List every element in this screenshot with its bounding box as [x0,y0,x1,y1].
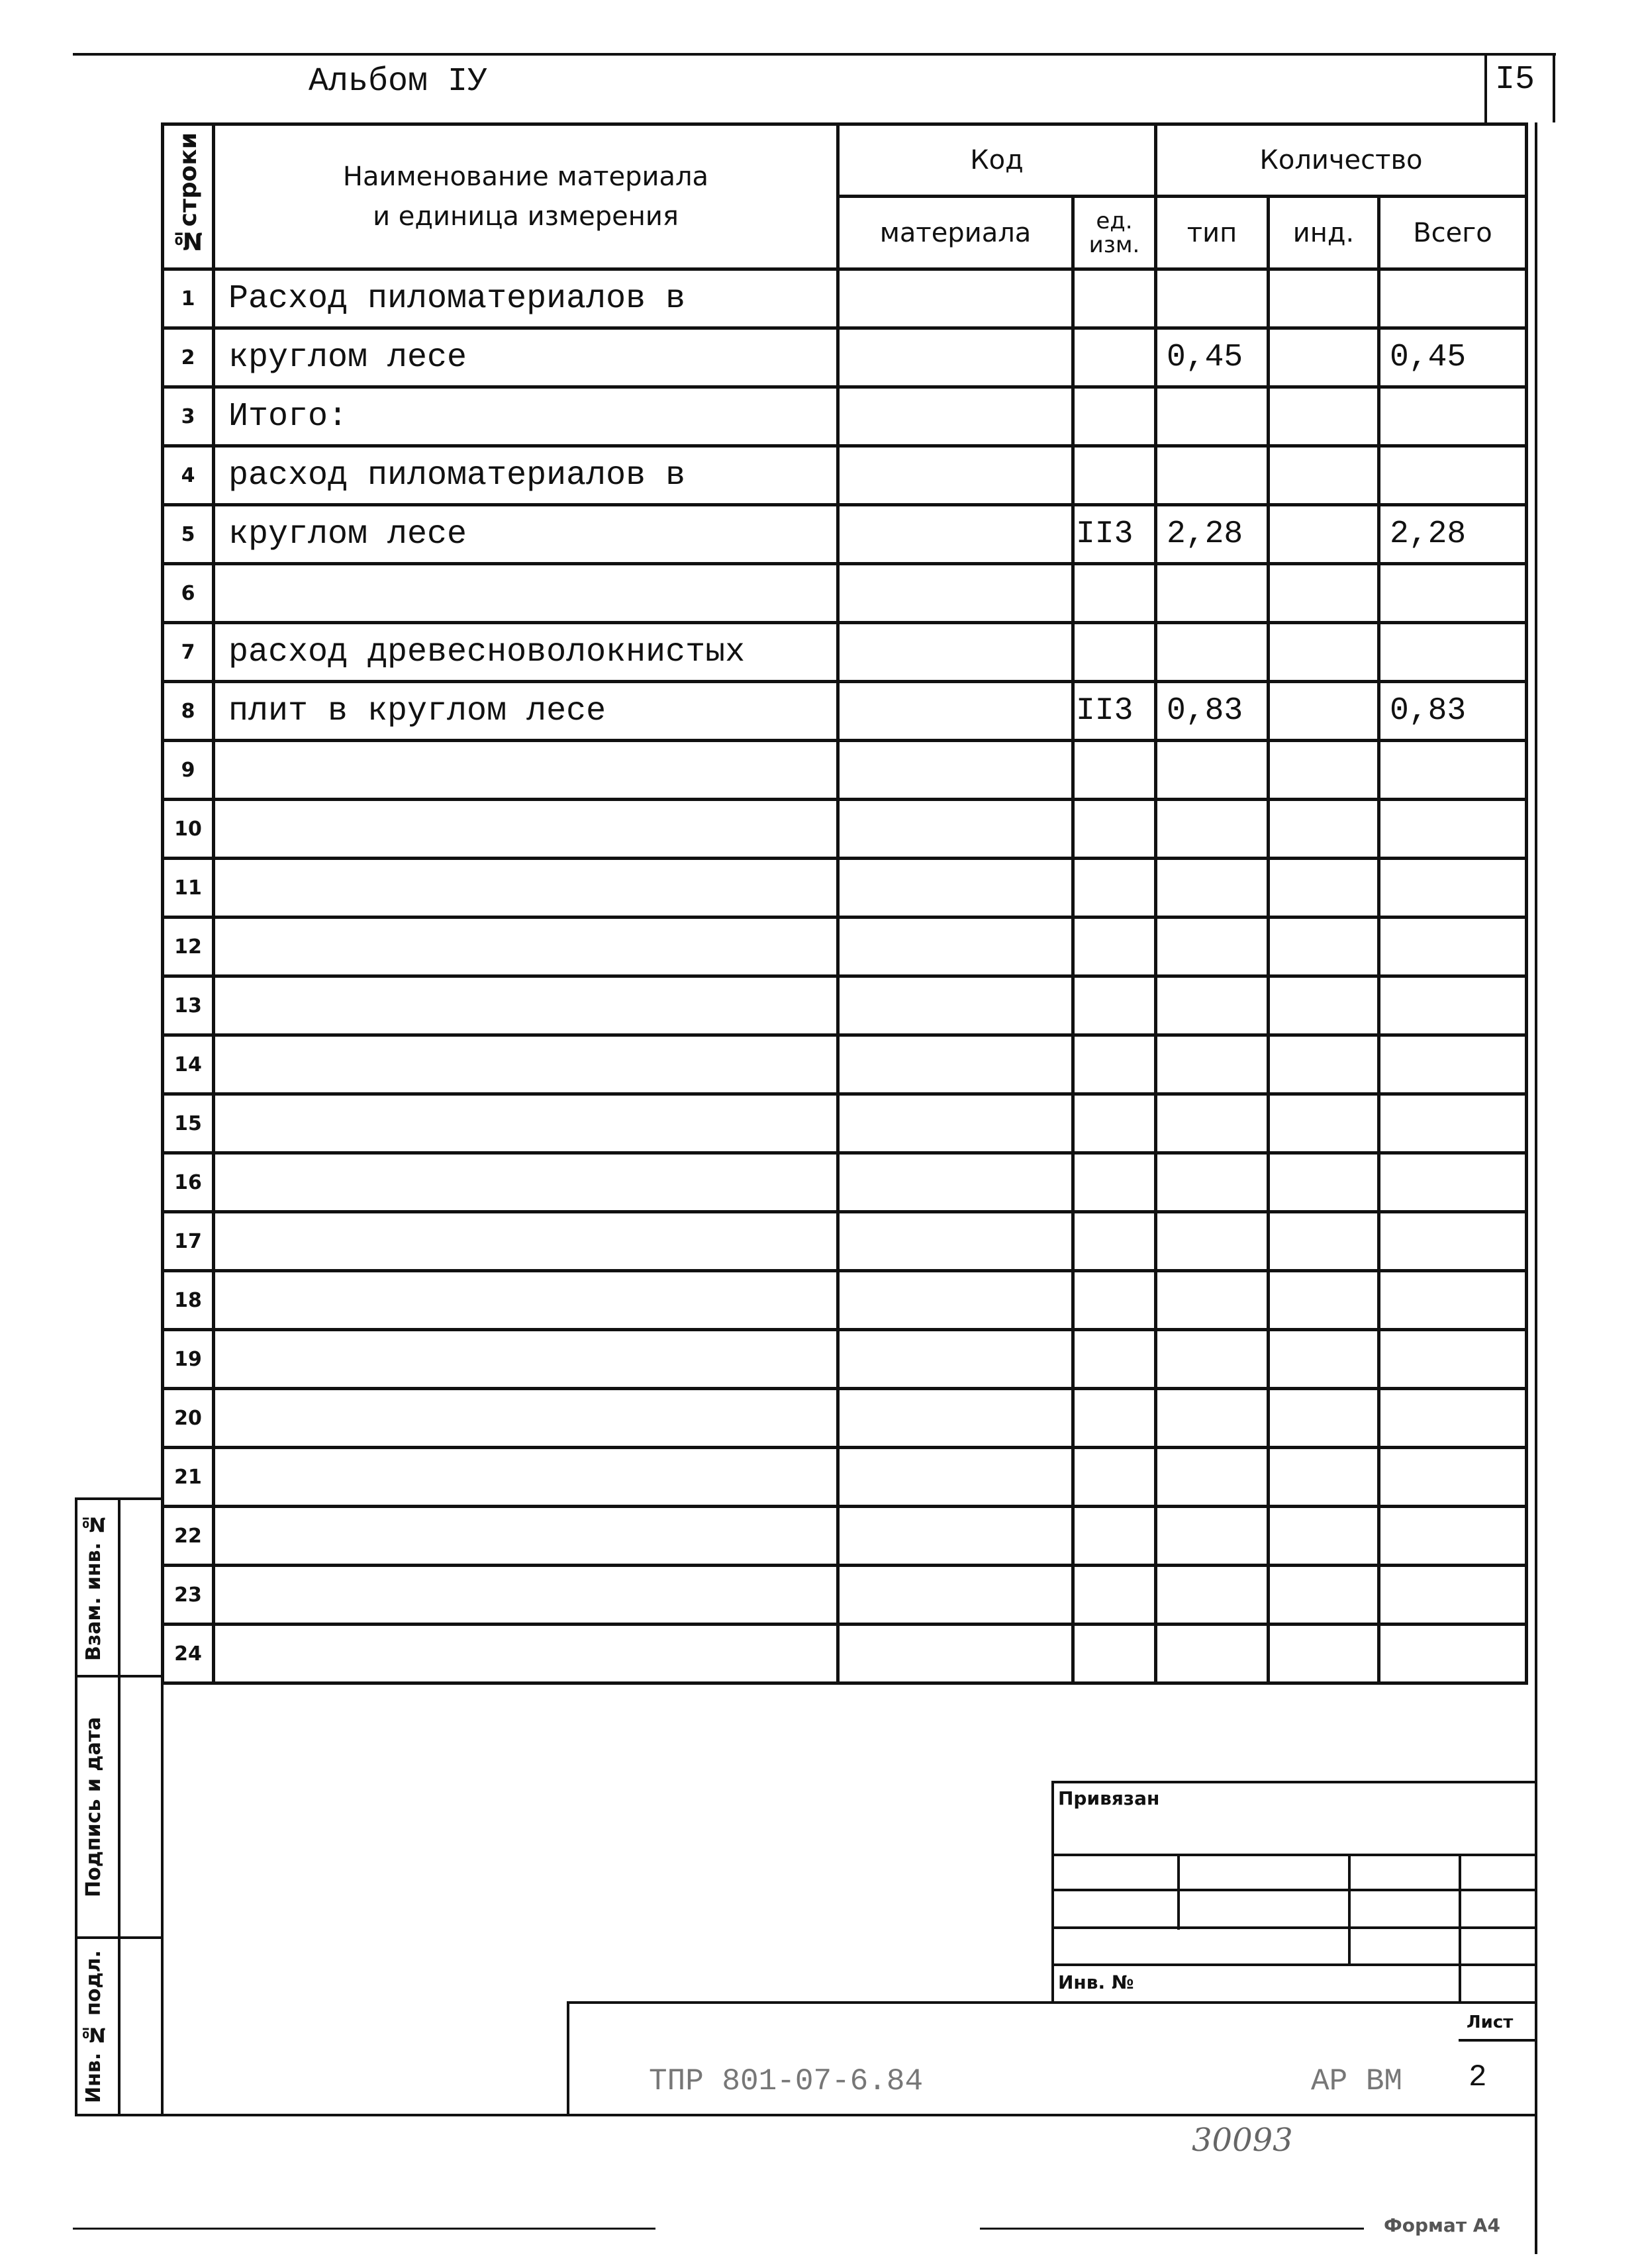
quantity-individual [1269,1448,1379,1507]
quantity-individual [1269,1389,1379,1448]
unit-code [1073,623,1156,682]
quantity-total [1379,1035,1527,1094]
material-name: круглом лесе [214,328,838,387]
material-name [214,1625,838,1683]
quantity-individual [1269,387,1379,446]
material-name [214,1389,838,1448]
table-row [163,1507,1527,1566]
format-label: Формат А4 [1384,2214,1500,2236]
table-row [163,623,1527,682]
material-code [838,1625,1073,1683]
material-code [838,1389,1073,1448]
material-code [838,1271,1073,1330]
row-number: 22 [163,1507,214,1566]
material-name [214,1212,838,1271]
unit-code [1073,918,1156,976]
table-row [163,741,1527,800]
quantity-type [1156,1035,1269,1094]
row-number: 11 [163,859,214,918]
quantity-type [1156,1271,1269,1330]
quantity-total [1379,564,1527,623]
quantity-individual [1269,446,1379,505]
material-code [838,1330,1073,1389]
material-code [838,682,1073,741]
quantity-type [1156,1507,1269,1566]
unit-code [1073,446,1156,505]
quantity-individual [1269,1153,1379,1212]
quantity-individual [1269,1035,1379,1094]
material-code [838,623,1073,682]
material-code [838,1507,1073,1566]
table-row [163,1389,1527,1448]
quantity-type [1156,269,1269,328]
quantity-type [1156,1566,1269,1625]
table-row [163,1153,1527,1212]
table-row [163,387,1527,446]
table-row [163,1330,1527,1389]
material-code-header: материала [838,197,1073,269]
material-name: круглом лесе [214,505,838,564]
quantity-type: 2,28 [1156,505,1269,564]
quantity-type: 0,83 [1156,682,1269,741]
document-code: ТПР 801-07-6.84 [649,2064,924,2099]
quantity-total [1379,741,1527,800]
quantity-individual [1269,564,1379,623]
quantity-type [1156,387,1269,446]
quantity-type [1156,976,1269,1035]
table-row [163,859,1527,918]
material-name [214,1507,838,1566]
unit-code [1073,387,1156,446]
row-number: 14 [163,1035,214,1094]
table-row [163,682,1527,741]
table-row [163,446,1527,505]
quantity-total: 0,83 [1379,682,1527,741]
row-number: 8 [163,682,214,741]
quantity-type [1156,1330,1269,1389]
row-number-header: №строки [163,124,214,269]
row-number: 17 [163,1212,214,1271]
quantity-type [1156,1448,1269,1507]
quantity-total [1379,623,1527,682]
bound-label: Привязан [1058,1787,1160,1809]
table-row [163,564,1527,623]
row-number: 6 [163,564,214,623]
material-code [838,564,1073,623]
unit-header: ед. изм. [1073,197,1156,269]
material-name: плит в круглом лесе [214,682,838,741]
quantity-individual [1269,1625,1379,1683]
table-row [163,800,1527,859]
material-name [214,859,838,918]
unit-code [1073,859,1156,918]
row-number: 7 [163,623,214,682]
row-number: 21 [163,1448,214,1507]
inv-original-label: Инв. № подл. [82,1950,105,2103]
material-name: расход древесноволокнистых [214,623,838,682]
unit-code [1073,1566,1156,1625]
table-row [163,505,1527,564]
quantity-type [1156,1625,1269,1683]
material-code [838,1566,1073,1625]
unit-code: II3 [1073,505,1156,564]
table-row [163,1566,1527,1625]
table-row [163,1212,1527,1271]
unit-code [1073,976,1156,1035]
unit-code [1073,328,1156,387]
table-row [163,1271,1527,1330]
unit-code [1073,1035,1156,1094]
quantity-individual [1269,859,1379,918]
unit-code: II3 [1073,682,1156,741]
row-number: 19 [163,1330,214,1389]
row-number: 4 [163,446,214,505]
material-name [214,1271,838,1330]
quantity-total [1379,1566,1527,1625]
material-code [838,1035,1073,1094]
quantity-type [1156,1389,1269,1448]
row-number: 1 [163,269,214,328]
document-suffix: АР ВМ [1311,2064,1403,2099]
quantity-total: 0,45 [1379,328,1527,387]
sheet-number: 2 [1469,2060,1487,2095]
material-name: Расход пиломатериалов в [214,269,838,328]
name-header: Наименование материала и единица измерения [214,124,838,269]
unit-code [1073,1094,1156,1153]
material-code [838,1094,1073,1153]
quantity-type [1156,741,1269,800]
unit-code [1073,564,1156,623]
material-name [214,800,838,859]
quantity-total [1379,387,1527,446]
quantity-total [1379,1389,1527,1448]
type-header: тип [1156,197,1269,269]
material-name [214,1566,838,1625]
quantity-individual [1269,976,1379,1035]
material-name [214,976,838,1035]
material-code [838,446,1073,505]
material-name [214,1448,838,1507]
quantity-individual [1269,800,1379,859]
table-row [163,918,1527,976]
material-code [838,1448,1073,1507]
material-name [214,564,838,623]
quantity-type [1156,623,1269,682]
quantity-individual [1269,741,1379,800]
unit-code [1073,1507,1156,1566]
row-number: 9 [163,741,214,800]
material-name [214,1094,838,1153]
material-code [838,741,1073,800]
quantity-total [1379,446,1527,505]
quantity-total [1379,918,1527,976]
quantity-individual [1269,1566,1379,1625]
quantity-type [1156,800,1269,859]
material-code [838,328,1073,387]
material-code [838,1153,1073,1212]
unit-code [1073,741,1156,800]
quantity-type [1156,564,1269,623]
unit-code [1073,269,1156,328]
row-number: 2 [163,328,214,387]
signature-date-label: Подпись и дата [82,1717,105,1897]
materials-table [161,122,1528,1685]
material-name [214,1153,838,1212]
quantity-individual [1269,1094,1379,1153]
row-number: 13 [163,976,214,1035]
sheet-label: Лист [1467,2012,1514,2032]
table-row [163,1094,1527,1153]
quantity-type [1156,1212,1269,1271]
quantity-total [1379,1625,1527,1683]
unit-code [1073,1448,1156,1507]
page-number: I5 [1495,61,1535,99]
quantity-total [1379,976,1527,1035]
material-name: расход пиломатериалов в [214,446,838,505]
row-number: 15 [163,1094,214,1153]
quantity-type: 0,45 [1156,328,1269,387]
quantity-individual [1269,505,1379,564]
table-row [163,269,1527,328]
material-name [214,918,838,976]
material-name [214,1035,838,1094]
row-number: 16 [163,1153,214,1212]
material-code [838,800,1073,859]
row-number: 20 [163,1389,214,1448]
quantity-total [1379,269,1527,328]
quantity-individual [1269,269,1379,328]
total-header: Всего [1379,197,1527,269]
table-row [163,1625,1527,1683]
quantity-total [1379,1448,1527,1507]
row-number: 12 [163,918,214,976]
quantity-individual [1269,1507,1379,1566]
material-code [838,269,1073,328]
quantity-header: Количество [1156,124,1527,197]
material-code [838,918,1073,976]
material-name [214,1330,838,1389]
replace-inv-label: Взам. инв. № [82,1512,105,1662]
table-row [163,328,1527,387]
unit-code [1073,1153,1156,1212]
inv-no-label: Инв. № [1058,1971,1134,1993]
row-number: 23 [163,1566,214,1625]
quantity-individual [1269,328,1379,387]
individual-header: инд. [1269,197,1379,269]
code-header: Код [838,124,1156,197]
quantity-type [1156,918,1269,976]
table-row [163,1448,1527,1507]
order-number: 30093 [1192,2122,1293,2159]
quantity-total [1379,1212,1527,1271]
quantity-type [1156,859,1269,918]
material-code [838,859,1073,918]
quantity-total [1379,859,1527,918]
quantity-total [1379,1153,1527,1212]
quantity-individual [1269,918,1379,976]
quantity-individual [1269,682,1379,741]
row-number: 5 [163,505,214,564]
material-code [838,505,1073,564]
quantity-type [1156,446,1269,505]
row-number: 18 [163,1271,214,1330]
quantity-total [1379,800,1527,859]
material-name [214,741,838,800]
quantity-type [1156,1094,1269,1153]
unit-code [1073,1389,1156,1448]
quantity-type [1156,1153,1269,1212]
quantity-individual [1269,1212,1379,1271]
album-title: Альбом IУ [309,63,488,101]
unit-code [1073,1212,1156,1271]
material-code [838,976,1073,1035]
quantity-individual [1269,1271,1379,1330]
row-number: 24 [163,1625,214,1683]
unit-code [1073,1271,1156,1330]
row-number: 3 [163,387,214,446]
quantity-total [1379,1271,1527,1330]
row-number: 10 [163,800,214,859]
unit-code [1073,1625,1156,1683]
material-code [838,387,1073,446]
quantity-total [1379,1330,1527,1389]
quantity-total [1379,1507,1527,1566]
material-code [838,1212,1073,1271]
table-row [163,976,1527,1035]
unit-code [1073,1330,1156,1389]
quantity-total: 2,28 [1379,505,1527,564]
quantity-individual [1269,623,1379,682]
material-name: Итого: [214,387,838,446]
unit-code [1073,800,1156,859]
quantity-individual [1269,1330,1379,1389]
quantity-total [1379,1094,1527,1153]
table-row [163,1035,1527,1094]
